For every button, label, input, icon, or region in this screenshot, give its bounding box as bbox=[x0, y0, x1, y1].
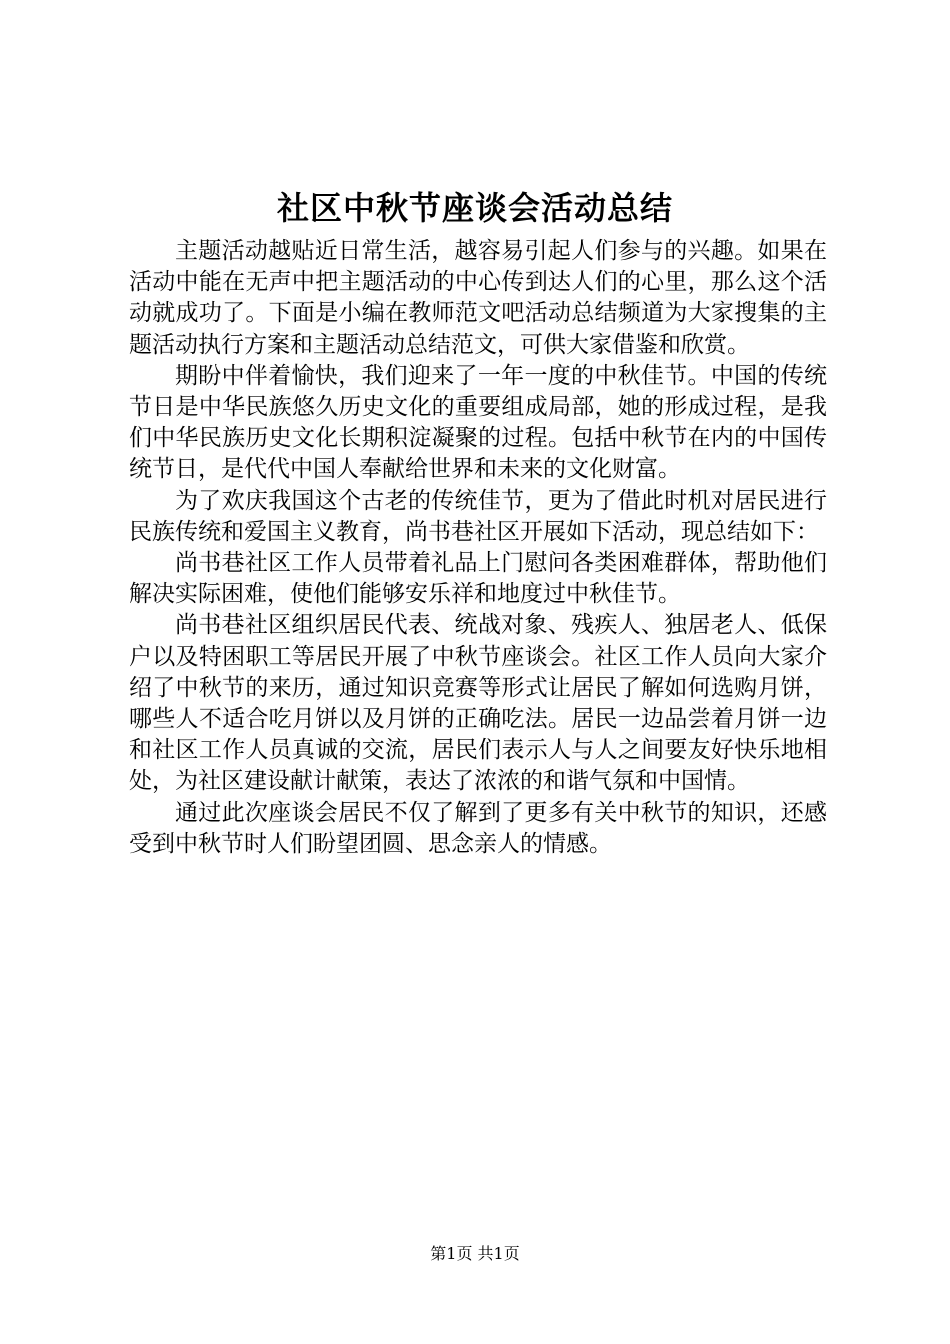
page-footer: 第1页 共1页 bbox=[430, 1244, 520, 1263]
paragraph: 尚书巷社区组织居民代表、统战对象、残疾人、独居老人、低保户以及特困职工等居民开展了中秋节座谈会。社区工作人员向大家介绍了中秋节的来历，通过知识竞赛等形式让居民了解如何选购月饼，哪些人不适合吃月饼以及月饼的正确吃法。居民一边品尝着月饼一边和社区工作人员真诚的交流，居民们表示人与人之间要友好快乐地相处，为社区建设献计献策，表达了浓浓的和谐气氛和中国情。 bbox=[129, 612, 827, 795]
paragraph: 尚书巷社区工作人员带着礼品上门慰问各类困难群体，帮助他们解决实际困难，使他们能够安乐祥和地度过中秋佳节。 bbox=[129, 550, 827, 608]
paragraph: 期盼中伴着愉快，我们迎来了一年一度的中秋佳节。中国的传统节日是中华民族悠久历史文化的重要组成局部，她的形成过程，是我们中华民族历史文化长期积淀凝聚的过程。包括中秋节在内的中国传统节日，是代代中国人奉献给世界和未来的文化财富。 bbox=[129, 362, 827, 483]
paragraph: 为了欢庆我国这个古老的传统佳节，更为了借此时机对居民进行民族传统和爱国主义教育，尚书巷社区开展如下活动，现总结如下： bbox=[129, 487, 827, 545]
paragraph: 主题活动越贴近日常生活，越容易引起人们参与的兴趣。如果在活动中能在无声中把主题活动的中心传到达人们的心里，那么这个活动就成功了。下面是小编在教师范文吧活动总结频道为大家搜集的主题活动执行方案和主题活动总结范文，可供大家借鉴和欣赏。 bbox=[129, 238, 827, 358]
document-title: 社区中秋节座谈会活动总结 bbox=[276, 189, 673, 227]
document-body bbox=[129, 236, 827, 860]
paragraph: 通过此次座谈会居民不仅了解到了更多有关中秋节的知识，还感受到中秋节时人们盼望团圆、思念亲人的情感。 bbox=[129, 799, 827, 857]
